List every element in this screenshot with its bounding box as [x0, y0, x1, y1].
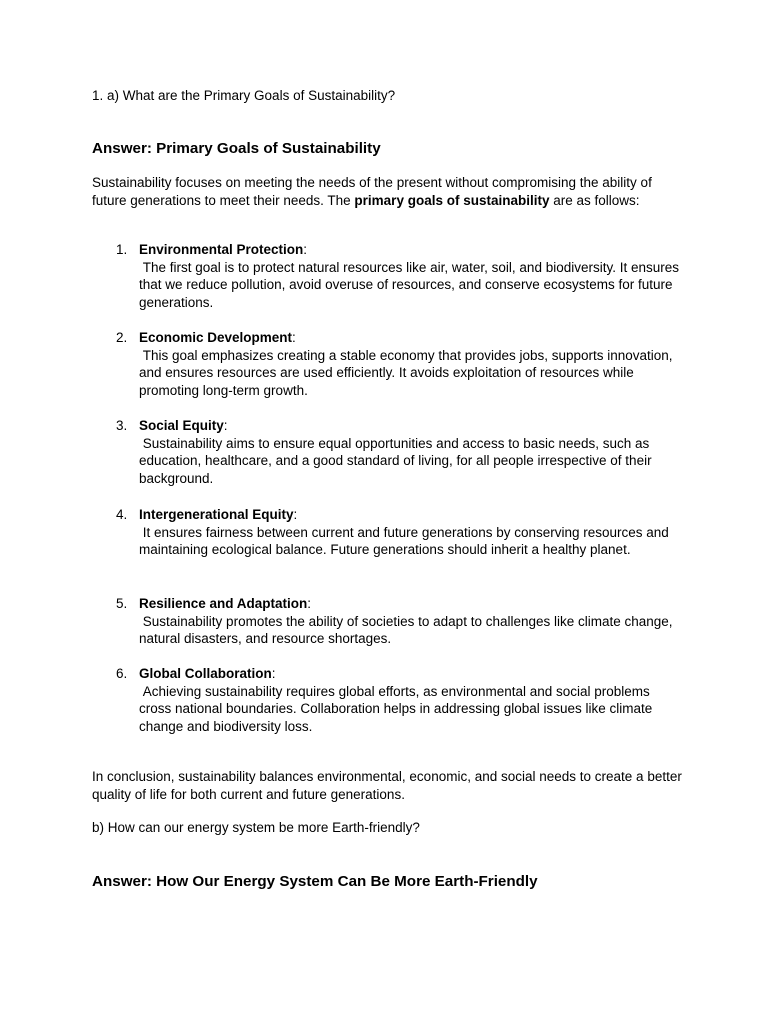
goal-colon: :	[271, 666, 276, 681]
goal-title: Intergenerational Equity	[139, 507, 294, 522]
goal-description: Achieving sustainability requires global efforts, as environmental and social problems cross national boundaries. Collaboration helps in addressing global issues like climate change and biodiversity loss.	[139, 683, 657, 734]
goal-description: Sustainability aims to ensure equal opportunities and access to basic needs, such as education, healthcare, and a good standard of living, for all people irrespective of their background.	[139, 435, 656, 486]
question-b: b) How can our energy system be more Earth-friendly?	[92, 820, 420, 835]
goal-colon: :	[223, 418, 228, 433]
intro-bold-text: primary goals of sustainability	[354, 192, 550, 208]
goal-item-1	[92, 241, 682, 311]
goal-item-5	[92, 595, 682, 648]
question-a: 1. a) What are the Primary Goals of Sustainability?	[92, 88, 396, 103]
intro-text-end: are as follows:	[549, 192, 640, 208]
intro-text-start: Sustainability focuses on meeting the needs of the present without compromising the ability of future generations to meet their needs. The	[92, 175, 652, 208]
goal-item-3	[92, 417, 682, 487]
goal-item-6	[92, 665, 682, 735]
goal-title: Social Equity	[139, 418, 224, 433]
goal-description: It ensures fairness between current and future generations by conserving resources and maintaining ecological balance. Future generations should inherit a healthy planet.	[139, 524, 673, 558]
goal-title: Environmental Protection	[139, 242, 304, 257]
goal-number: 3.	[116, 418, 128, 433]
answer-a-heading: Answer: Primary Goals of Sustainability	[92, 140, 381, 157]
goal-colon: :	[292, 330, 296, 345]
goal-colon: :	[307, 596, 312, 611]
goal-description: The first goal is to protect natural resources like air, water, soil, and biodiversity. It ensures that we reduce pollution, avoid overuse of resources, and conserve ecosystems for future generations.	[139, 259, 683, 310]
goal-number: 1.	[116, 242, 128, 257]
goal-number: 5.	[116, 596, 128, 611]
goal-description: Sustainability promotes the ability of societies to adapt to challenges like climate change, natural disasters, and resource shortages.	[139, 613, 677, 647]
goal-description: This goal emphasizes creating a stable economy that provides jobs, supports innovation, and ensures resources are used efficiently. It avoids exploitation of resources while promoting long-term growth.	[139, 347, 677, 398]
goal-colon: :	[303, 242, 308, 257]
intro-paragraph	[92, 174, 682, 209]
goal-number: 2.	[116, 330, 128, 345]
answer-b-heading: Answer: How Our Energy System Can Be More Earth-Friendly	[92, 873, 538, 890]
goal-item-2	[92, 329, 682, 399]
conclusion-paragraph: In conclusion, sustainability balances environmental, economic, and social needs to create a better quality of life for both current and future generations.	[92, 769, 682, 802]
goal-title: Resilience and Adaptation	[139, 596, 308, 611]
goal-number: 4.	[116, 507, 128, 522]
goal-title: Economic Development	[139, 330, 293, 345]
goal-title: Global Collaboration	[139, 666, 272, 681]
goal-colon: :	[293, 507, 298, 522]
goal-number: 6.	[116, 666, 128, 681]
goal-item-4	[92, 506, 682, 559]
